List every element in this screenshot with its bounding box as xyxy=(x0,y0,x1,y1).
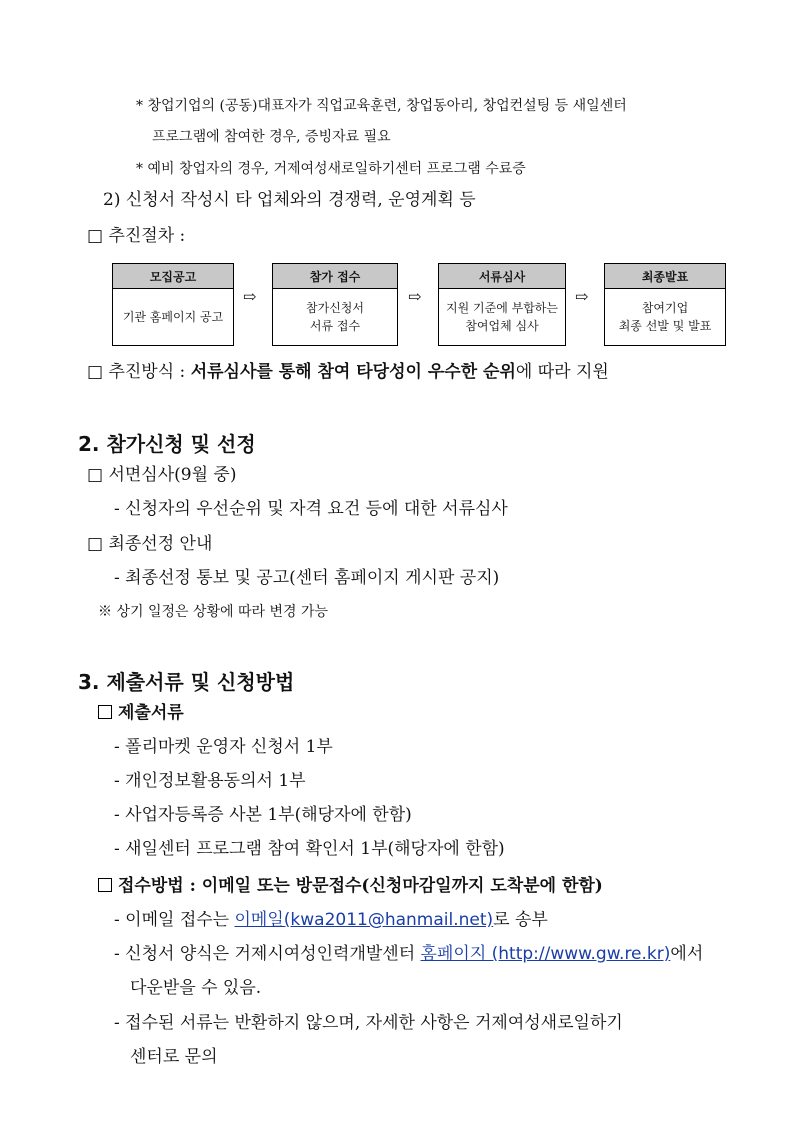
note-startup-line2: 프로그램에 참여한 경우, 증빙자료 필요 xyxy=(152,129,391,145)
sec3-email-line xyxy=(114,910,548,930)
step-title: 모집공고 xyxy=(113,264,233,289)
method-label: □ 추진방식 : xyxy=(87,362,191,382)
step-desc: 참여기업 xyxy=(641,300,689,315)
email-prefix: - 이메일 접수는 xyxy=(114,910,235,930)
arrow-right-icon: ⇨ xyxy=(408,287,422,306)
step-desc: 최종 선발 및 발표 xyxy=(618,318,712,333)
sec3-method-label: 접수방법 : 이메일 또는 방문접수(신청마감일까지 도착분에 한함) xyxy=(118,876,603,896)
sec3-doc-item: - 폴리마켓 운영자 신청서 1부 xyxy=(114,737,333,757)
email-suffix: 로 송부 xyxy=(493,910,548,930)
sec3-method-heading xyxy=(98,876,603,896)
step-box-screening xyxy=(438,263,566,346)
step-desc: 지원 기준에 부합하는 xyxy=(446,300,558,315)
step-title: 최종발표 xyxy=(605,264,725,289)
sec3-form-line2: 다운받을 수 있음. xyxy=(130,978,262,998)
note-preliminary: * 예비 창업자의 경우, 거제여성새로일하기센터 프로그램 수료증 xyxy=(136,161,526,177)
sec3-docs-label: 제출서류 xyxy=(118,703,184,723)
section-2-title: 2. 참가신청 및 선정 xyxy=(78,432,256,456)
method-emphasis: 서류심사를 통해 참여 타당성이 우수한 순위 xyxy=(190,362,516,382)
step-desc: 참가신청서 xyxy=(306,300,364,315)
sec2-item-document-review-desc: - 신청자의 우선순위 및 자격 요건 등에 대한 서류심사 xyxy=(114,499,508,519)
arrow-right-icon: ⇨ xyxy=(575,287,589,306)
sec3-doc-item: - 개인정보활용동의서 1부 xyxy=(114,771,306,791)
checkbox-icon xyxy=(98,878,112,892)
arrow-right-icon: ⇨ xyxy=(243,287,257,306)
sec3-return-line1: - 접수된 서류는 반환하지 않으며, 자세한 사항은 거제여성새로일하기 xyxy=(114,1013,623,1033)
step-box-registration xyxy=(272,263,398,346)
sec3-return-line2: 센터로 문의 xyxy=(130,1047,218,1067)
item-application-criteria: 2) 신청서 작성시 타 업체와의 경쟁력, 운영계획 등 xyxy=(103,190,476,210)
form-suffix: 에서 xyxy=(670,944,704,964)
sec2-schedule-note: ※ 상기 일정은 상황에 따라 변경 가능 xyxy=(98,604,329,620)
sec2-item-final-selection-desc: - 최종선정 통보 및 공고(센터 홈페이지 게시판 공지) xyxy=(114,568,500,588)
step-title: 참가 접수 xyxy=(273,264,397,289)
step-box-final xyxy=(604,263,726,346)
email-link[interactable]: 이메일(kwa2011@hanmail.net) xyxy=(234,910,494,930)
section-3-title: 3. 제출서류 및 신청방법 xyxy=(78,670,295,694)
checkbox-icon xyxy=(98,705,112,719)
note-startup-line1: * 창업기업의 (공동)대표자가 직업교육훈련, 창업동아리, 창업컨설팅 등 새일센터 xyxy=(136,98,627,114)
sec2-item-final-selection: □ 최종선정 안내 xyxy=(87,534,213,554)
step-box-announcement xyxy=(112,263,234,346)
sec3-form-line xyxy=(114,944,703,964)
form-prefix: - 신청서 양식은 거제시여성인력개발센터 xyxy=(114,944,421,964)
step-desc: 참여업체 심사 xyxy=(465,318,539,333)
method-suffix: 에 따라 지원 xyxy=(515,362,609,382)
procedure-label: □ 추진절차 : xyxy=(87,226,186,246)
step-desc: 서류 접수 xyxy=(309,318,361,333)
step-title: 서류심사 xyxy=(439,264,565,289)
procedure-method xyxy=(87,362,609,382)
sec3-doc-item: - 새일센터 프로그램 참여 확인서 1부(해당자에 한함) xyxy=(114,839,505,859)
sec3-doc-item: - 사업자등록증 사본 1부(해당자에 한함) xyxy=(114,805,412,825)
sec2-item-document-review: □ 서면심사(9월 중) xyxy=(87,465,237,485)
sec3-docs-heading xyxy=(98,703,184,723)
homepage-link[interactable]: 홈페이지 (http://www.gw.re.kr) xyxy=(420,944,671,964)
step-desc: 기관 홈페이지 공고 xyxy=(122,309,224,324)
